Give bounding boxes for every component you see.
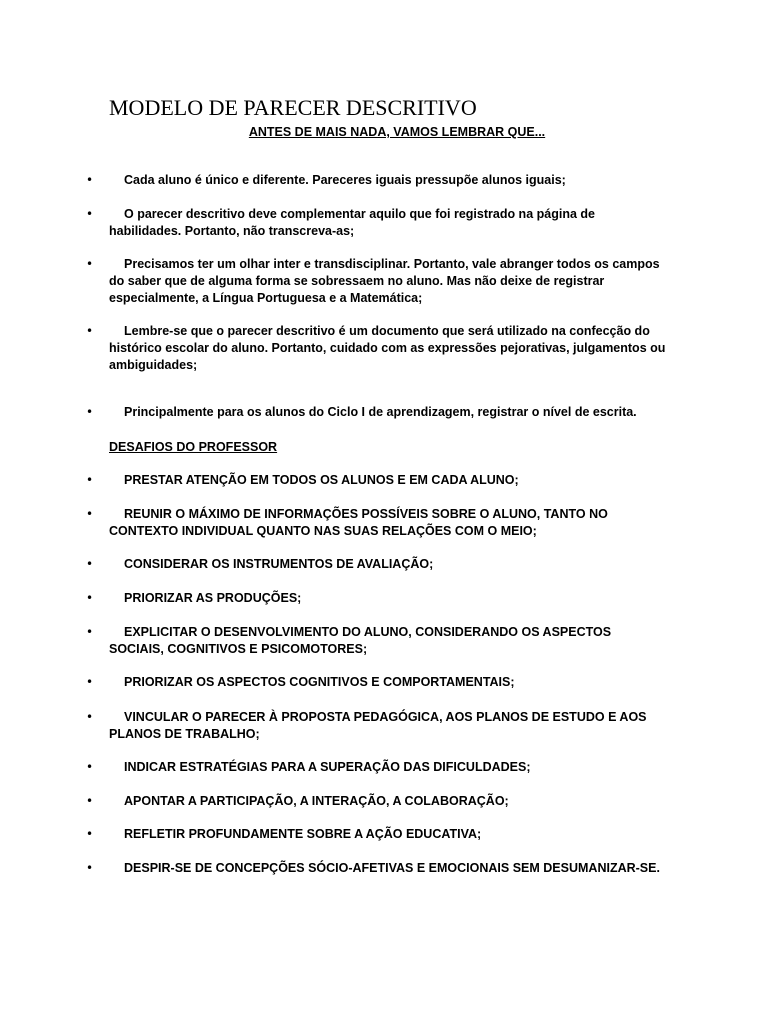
list-item-text: REFLETIR PROFUNDAMENTE SOBRE A AÇÃO EDUCATIVA;: [124, 827, 482, 841]
bullet-icon: •: [86, 557, 94, 571]
bullet-icon: •: [86, 794, 94, 808]
bullet-icon: •: [86, 760, 94, 774]
list-item-text: O parecer descritivo deve complementar aquilo que foi registrado na página de habilidades. Portanto, não transcreva-as;: [109, 207, 595, 238]
list-item-text: CONSIDERAR OS INSTRUMENTOS DE AVALIAÇÃO;: [124, 557, 434, 571]
bullet-icon: •: [86, 173, 94, 187]
list-item-text: PRESTAR ATENÇÃO EM TODOS OS ALUNOS E EM CADA ALUNO;: [124, 473, 519, 487]
list-item-text: Precisamos ter um olhar inter e transdisciplinar. Portanto, vale abranger todos os campos do saber que de alguma forma se sobressaem no aluno. Mas não deixe de registrar especialmente, a Língua Portuguesa e a Matemática;: [109, 257, 660, 305]
document-subtitle: ANTES DE MAIS NADA, VAMOS LEMBRAR QUE...: [248, 125, 546, 139]
bullet-icon: •: [86, 675, 94, 689]
list-item-text: REUNIR O MÁXIMO DE INFORMAÇÕES POSSÍVEIS SOBRE O ALUNO, TANTO NO CONTEXTO INDIVIDUAL QUANTO NAS SUAS RELAÇÕES COM O MEIO;: [109, 507, 608, 538]
bullet-icon: •: [86, 405, 94, 419]
list-item-text: INDICAR ESTRATÉGIAS PARA A SUPERAÇÃO DAS DIFICULDADES;: [124, 760, 531, 774]
section-heading: DESAFIOS DO PROFESSOR: [109, 440, 278, 454]
list-item-text: Principalmente para os alunos do Ciclo I de aprendizagem, registrar o nível de escrita.: [124, 405, 637, 419]
bullet-icon: •: [86, 257, 94, 271]
bullet-icon: •: [86, 710, 94, 724]
list-item-text: Cada aluno é único e diferente. Pareceres iguais pressupõe alunos iguais;: [124, 173, 566, 187]
bullet-icon: •: [86, 507, 94, 521]
list-item-text: PRIORIZAR OS ASPECTOS COGNITIVOS E COMPORTAMENTAIS;: [124, 675, 515, 689]
list-item-text: PRIORIZAR AS PRODUÇÕES;: [124, 591, 302, 605]
bullet-icon: •: [86, 207, 94, 221]
list-item-text: EXPLICITAR O DESENVOLVIMENTO DO ALUNO, CONSIDERANDO OS ASPECTOS SOCIAIS, COGNITIVOS E PSICOMOTORES;: [109, 625, 612, 656]
bullet-icon: •: [86, 827, 94, 841]
list-item-text: Lembre-se que o parecer descritivo é um documento que será utilizado na confecção do histórico escolar do aluno. Portanto, cuidado com as expressões pejorativas, julgamentos ou ambiguidades;: [109, 324, 666, 372]
bullet-icon: •: [86, 861, 94, 875]
list-item-text: APONTAR A PARTICIPAÇÃO, A INTERAÇÃO, A COLABORAÇÃO;: [124, 794, 509, 808]
bullet-icon: •: [86, 473, 94, 487]
list-item-text: VINCULAR O PARECER À PROPOSTA PEDAGÓGICA, AOS PLANOS DE ESTUDO E AOS PLANOS DE TRABALHO;: [109, 710, 647, 741]
document-title: MODELO DE PARECER DESCRITIVO: [109, 95, 477, 120]
list-item-text: DESPIR-SE DE CONCEPÇÕES SÓCIO-AFETIVAS E EMOCIONAIS SEM DESUMANIZAR-SE.: [124, 861, 660, 875]
bullet-icon: •: [86, 324, 94, 338]
bullet-icon: •: [86, 625, 94, 639]
bullet-icon: •: [86, 591, 94, 605]
